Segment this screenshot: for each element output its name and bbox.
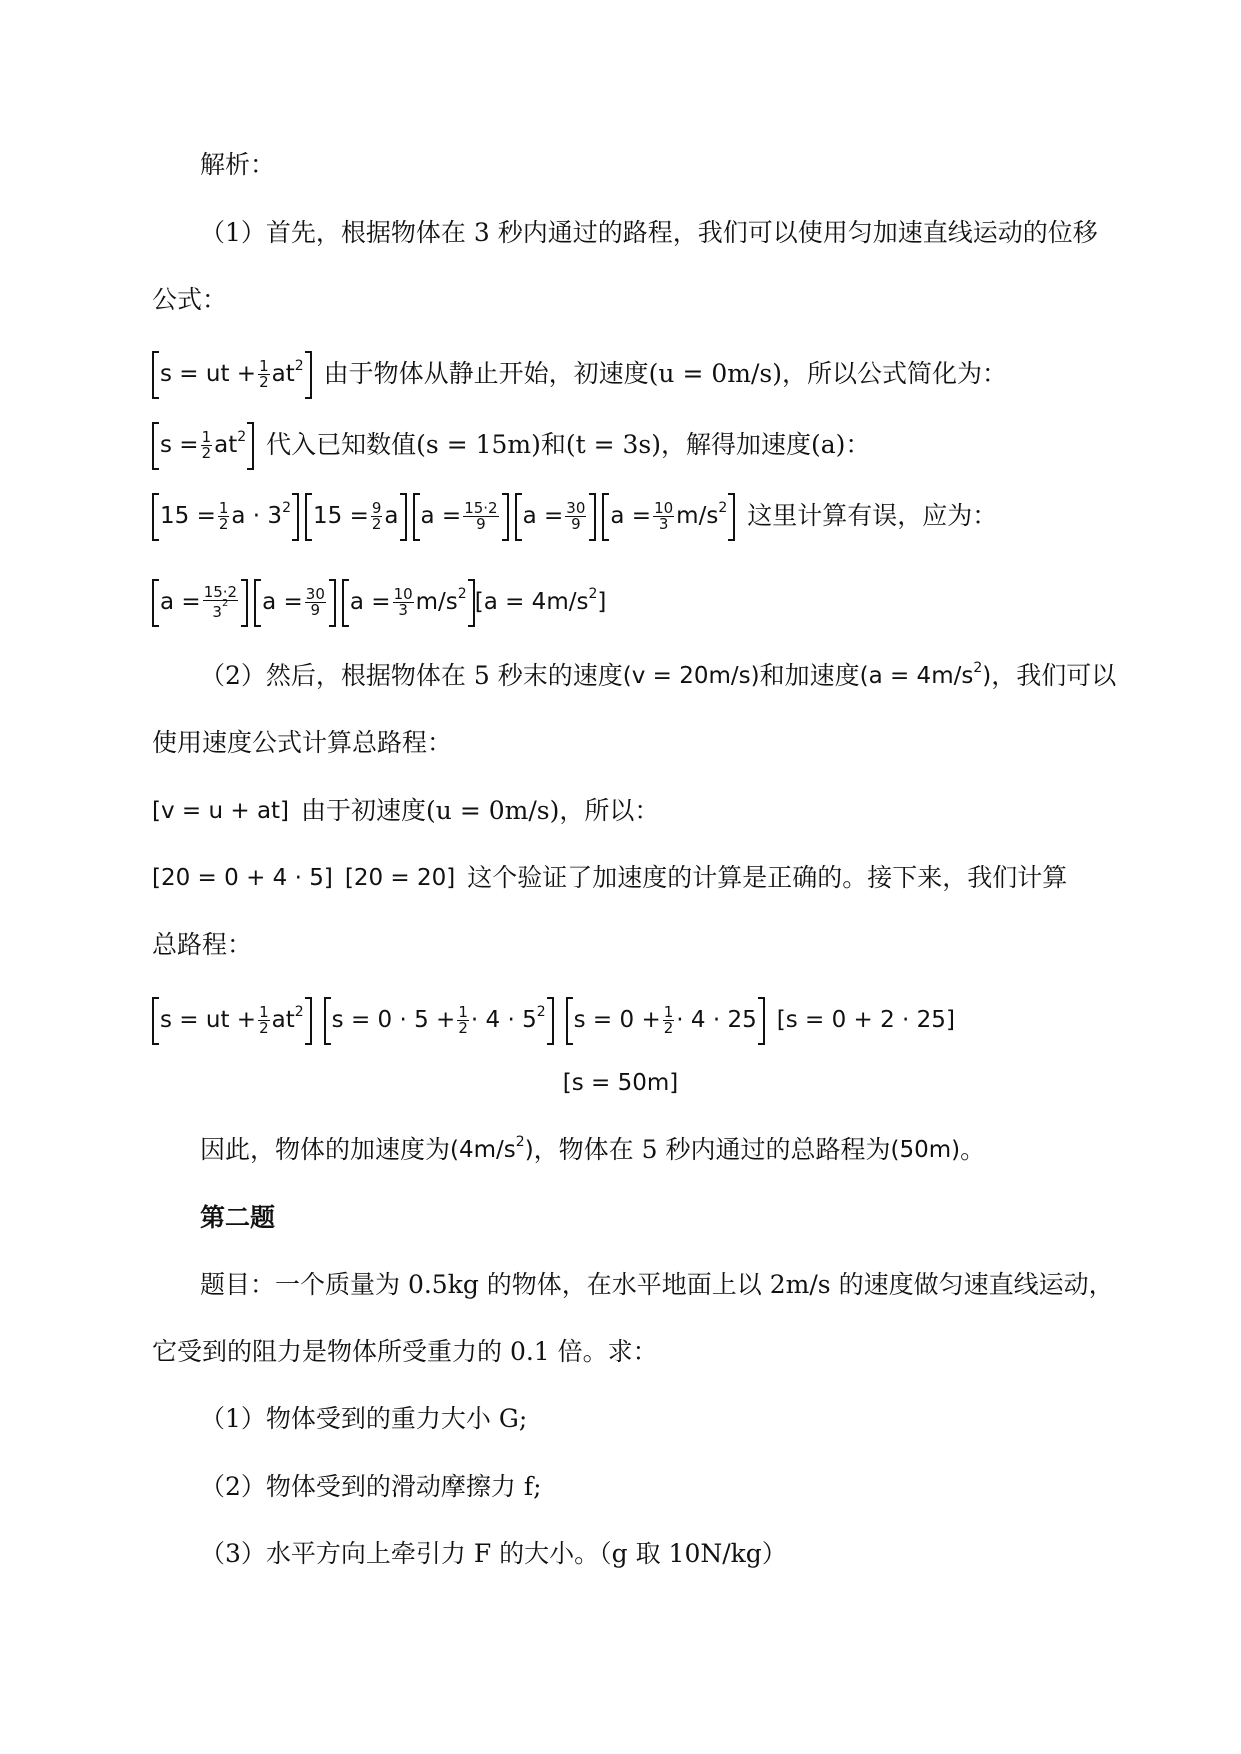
paragraph-2-cont: 使用速度公式计算总路程： [152, 728, 453, 757]
formula-line-8: [s = 50m] [562, 1070, 679, 1096]
formula-line-4: a = $\frac{15\cdot 2}{3^2}$ a = $\frac{30}{9}$ a = $\frac{10}{3}$ m/s $^2$ [a = 4m/s $^2$ ] [152, 572, 606, 632]
question-2-item-2: （2）物体受到的滑动摩擦力 f; [200, 1472, 542, 1501]
paragraph-2: （2）然后，根据物体在 5 秒末的速度 (v = 20m/s) 和加速度 (a = 4m/s $^2$ ) ，我们可以 [200, 660, 1117, 690]
formula-line-2: s = $\frac{1}{2}$ at $^2$ 代入已知数值(s = 15m)和(t = 3s)，解得加速度(a)： [152, 415, 870, 475]
paragraph-3-cont: 总路程： [152, 930, 253, 959]
formula-line-3: 15 = $\frac{1}{2}$ a · 3 $^2$ 15 = $\frac{9}{2}$ a a = $\frac{15\cdot 2}{9}$ a = $\frac{30}{9}$ a = $\frac{10}{3}$ m/s $^2$ 这里计算有误，应为： [152, 486, 997, 546]
question-2-line-2: 它受到的阻力是物体所受重力的 0.1 倍。求： [152, 1337, 658, 1366]
section-2-title: 第二题 [200, 1203, 276, 1232]
question-2-item-1: （1）物体受到的重力大小 G; [200, 1404, 528, 1433]
paragraph-1: （1）首先，根据物体在 3 秒内通过的路程，我们可以使用匀加速直线运动的位移 [200, 218, 1098, 247]
paragraph-1-cont: 公式： [152, 285, 228, 314]
formula-line-6: [20 = 0 + 4 · 5] [20 = 20] 这个验证了加速度的计算是正确的。接下来，我们计算 [152, 863, 1068, 892]
conclusion: 因此，物体的加速度为 (4m/s $^2$ ) ，物体在 5 秒内通过的总路程为 (50m) 。 [200, 1134, 986, 1164]
formula-line-5: [v = u + at] 由于初速度(u = 0m/s)，所以： [152, 796, 660, 825]
question-2-line-1: 题目：一个质量为 0.5kg 的物体，在水平地面上以 2m/s 的速度做匀速直线运动， [200, 1270, 1114, 1299]
analysis-heading: 解析： [200, 150, 276, 179]
question-2-item-3: （3）水平方向上牵引力 F 的大小。（g 取 10N/kg） [200, 1539, 787, 1568]
formula-line-1: s = ut + $\frac{1}{2}$ at $^2$ 由于物体从静止开始，初速度(u = 0m/s)，所以公式简化为： [152, 344, 1007, 404]
formula-line-7: s = ut + $\frac{1}{2}$ at $^2$ s = 0 · 5 + $\frac{1}{2}$ · 4 · 5 $^2$ s = 0 + $\frac{1}{2}$ · 4 · 25 [s = 0 + 2 · 25] [152, 990, 955, 1050]
displacement-formula: s = ut + $\frac{1}{2}$ at $^2$ [152, 351, 312, 397]
